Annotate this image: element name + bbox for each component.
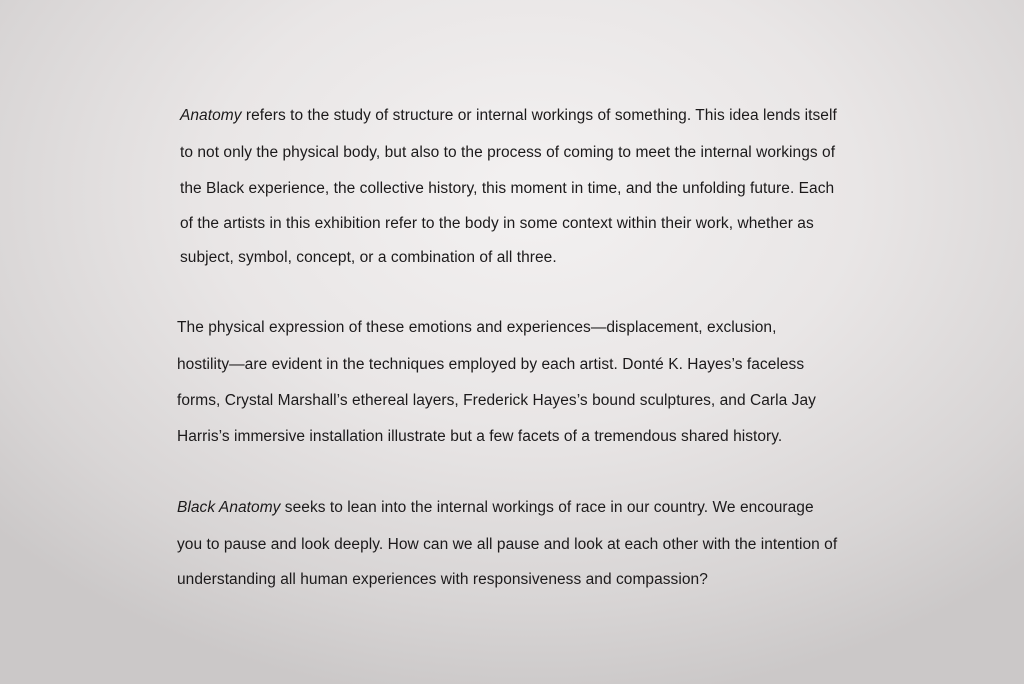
text-span: seeks to lean into the internal workings of race in our country. We encourage [280,499,814,516]
text-line: the Black experience, the collective history, this moment in time, and the unfolding future. Each [180,180,835,197]
text-line: subject, symbol, concept, or a combination of all three. [180,249,557,266]
italic-title: Anatomy [180,107,242,124]
text-line: Harris’s immersive installation illustrate but a few facets of a tremendous shared history. [177,428,783,445]
text-line: of the artists in this exhibition refer to the body in some context within their work, whether as [180,215,814,232]
text-line: understanding all human experiences with responsiveness and compassion? [177,571,708,588]
text-line: to not only the physical body, but also to the process of coming to meet the internal workings of [180,144,836,161]
italic-title: Black Anatomy [177,499,281,516]
text-span: refers to the study of structure or internal workings of something. This idea lends itself [241,107,837,124]
text-line: you to pause and look deeply. How can we all pause and look at each other with the intention of [177,536,838,553]
text-line: forms, Crystal Marshall’s ethereal layers, Frederick Hayes’s bound sculptures, and Carla Jay [177,392,816,409]
text-line [180,106,837,126]
text-line: The physical expression of these emotions and experiences—displacement, exclusion, [177,319,777,336]
text-line: hostility—are evident in the techniques employed by each artist. Donté K. Hayes’s faceless [177,356,805,373]
text-line [177,498,814,518]
